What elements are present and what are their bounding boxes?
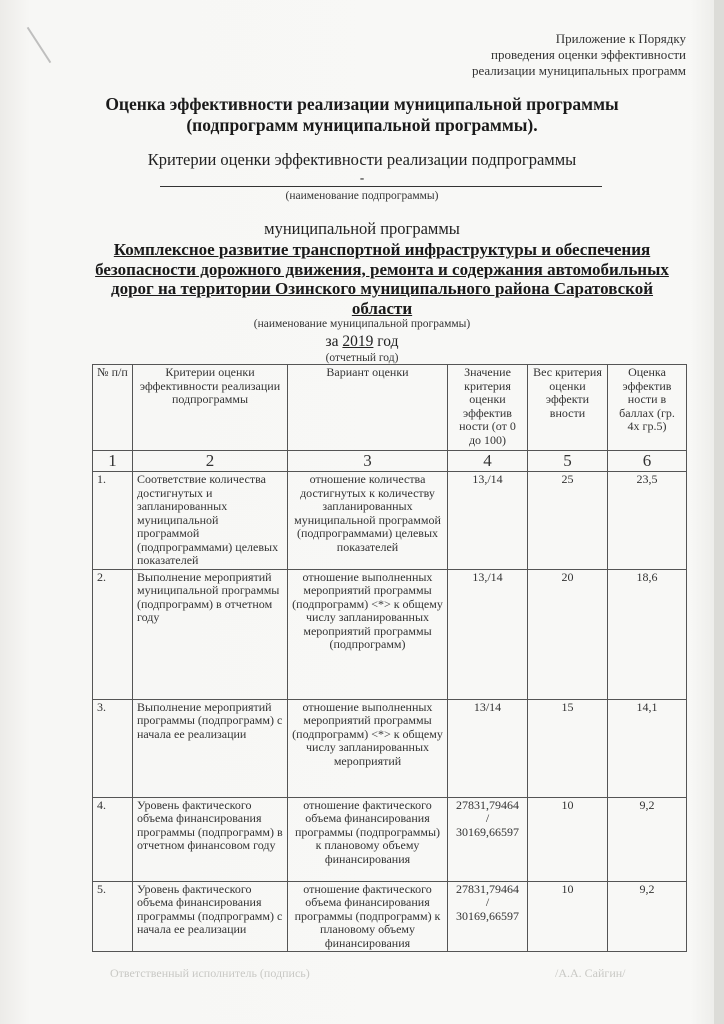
municipal-program-label: муниципальной программы — [264, 219, 460, 238]
row-score: 9,2 — [608, 881, 687, 952]
header-score: Оценка эффектив ности в баллах (гр. 4х гр.5) — [608, 365, 687, 451]
value-actual: 27831,79464 — [456, 881, 519, 896]
appendix-line: Приложение к Порядку — [555, 31, 686, 46]
row-weight: 15 — [528, 699, 608, 797]
report-year-suffix: год — [377, 333, 399, 350]
responsible-executor-signature: /А.А. Сайгин/ — [555, 966, 626, 980]
column-number: 2 — [133, 451, 288, 472]
row-number: 3. — [93, 699, 133, 797]
row-weight: 10 — [528, 797, 608, 881]
row-weight: 10 — [528, 881, 608, 952]
criteria-subtitle: Критерии оценки эффективности реализации подпрограммы — [147, 150, 577, 169]
municipal-program-name: Комплексное развитие транспортной инфраструктуры и обеспечения безопасности дорожного движения, ремонта и содержания автомобильных дорог на территории Озинского муниципального района Саратовской области — [95, 240, 669, 318]
column-number: 3 — [288, 451, 448, 472]
report-year-caption: (отчетный год) — [325, 352, 399, 364]
value-separator: / — [485, 811, 490, 825]
appendix-line: проведения оценки эффективности — [490, 47, 686, 62]
document-title — [0, 94, 724, 136]
row-criterion: Выполнение мероприятий программы (подпрограмм) с начала ее реализации — [133, 699, 288, 797]
row-weight: 20 — [528, 569, 608, 699]
header-number: № п/п — [93, 365, 133, 451]
subprogram-name-underline — [160, 186, 602, 187]
report-year-prefix: за — [325, 333, 339, 350]
column-number: 1 — [93, 451, 133, 472]
municipal-program-caption: (наименование муниципальной программы) — [253, 318, 471, 330]
title-line: Оценка эффективности реализации муниципальной программы — [105, 94, 619, 114]
value-planned: 30169,66597 — [456, 908, 519, 923]
row-weight: 25 — [528, 472, 608, 570]
row-value — [448, 797, 528, 881]
subprogram-name-caption: (наименование подпрограммы) — [285, 190, 439, 202]
row-criterion: Соответствие количества достигнутых и запланированных муниципальной программой (подпрограммами) целевых показателей — [133, 472, 288, 570]
subprogram-name-value: - — [359, 170, 365, 185]
row-number: 1. — [93, 472, 133, 570]
row-variant: отношение фактического объема финансирования программы (подпрограмм) к плановому объему финансирования — [288, 881, 448, 952]
row-value: 13,/14 — [448, 472, 528, 570]
column-number: 6 — [608, 451, 687, 472]
column-number: 5 — [528, 451, 608, 472]
table-row — [93, 699, 687, 797]
row-number: 5. — [93, 881, 133, 952]
responsible-executor-label: Ответственный исполнитель (подпись) — [110, 966, 310, 980]
value-actual: 27831,79464 — [456, 797, 519, 812]
row-variant: отношение выполненных мероприятий программы (подпрограмм) <*> к общему числу запланированных мероприятий — [288, 699, 448, 797]
report-year-line — [0, 333, 724, 351]
row-value — [448, 881, 528, 952]
table-row — [93, 797, 687, 881]
value-planned: 30169,66597 — [456, 824, 519, 839]
row-score: 23,5 — [608, 472, 687, 570]
appendix-note — [472, 31, 686, 79]
row-number: 2. — [93, 569, 133, 699]
row-value: 13,/14 — [448, 569, 528, 699]
row-number: 4. — [93, 797, 133, 881]
row-value: 13/14 — [448, 699, 528, 797]
column-number: 4 — [448, 451, 528, 472]
table-row — [93, 881, 687, 952]
paper-crease-mark — [27, 27, 52, 63]
column-number-row — [93, 451, 687, 472]
row-criterion: Уровень фактического объема финансирования программы (подпрограмм) в отчетном финансовом году — [133, 797, 288, 881]
appendix-line: реализации муниципальных программ — [471, 63, 686, 78]
value-separator: / — [485, 895, 490, 909]
row-score: 9,2 — [608, 797, 687, 881]
row-criterion: Уровень фактического объема финансирования программы (подпрограмм) с начала ее реализации — [133, 881, 288, 952]
criteria-table — [92, 364, 687, 952]
row-variant: отношение количества достигнутых к количеству запланированных муниципальной программой (подпрограммами) целевых показателей — [288, 472, 448, 570]
row-criterion: Выполнение мероприятий муниципальной программы (подпрограмм) в отчетном году — [133, 569, 288, 699]
header-value: Значение критерия оценки эффектив ности (от 0 до 100) — [448, 365, 528, 451]
row-variant: отношение выполненных мероприятий программы (подпрограмм) <*> к общему числу запланированных мероприятий программы (подпрограмм) — [288, 569, 448, 699]
header-criterion: Критерии оценки эффективности реализации подпрограммы — [133, 365, 288, 451]
report-year-value: 2019 — [342, 333, 374, 350]
table-header-row — [93, 365, 687, 451]
table-row — [93, 472, 687, 570]
table-row — [93, 569, 687, 699]
header-variant: Вариант оценки — [288, 365, 448, 451]
title-line: (подпрограмм муниципальной программы). — [186, 115, 538, 135]
row-variant: отношение фактического объема финансирования программы (подпрограммы) к плановому объему финансирования — [288, 797, 448, 881]
row-score: 14,1 — [608, 699, 687, 797]
header-weight: Вес критерия оценки эффекти вности — [528, 365, 608, 451]
row-score: 18,6 — [608, 569, 687, 699]
